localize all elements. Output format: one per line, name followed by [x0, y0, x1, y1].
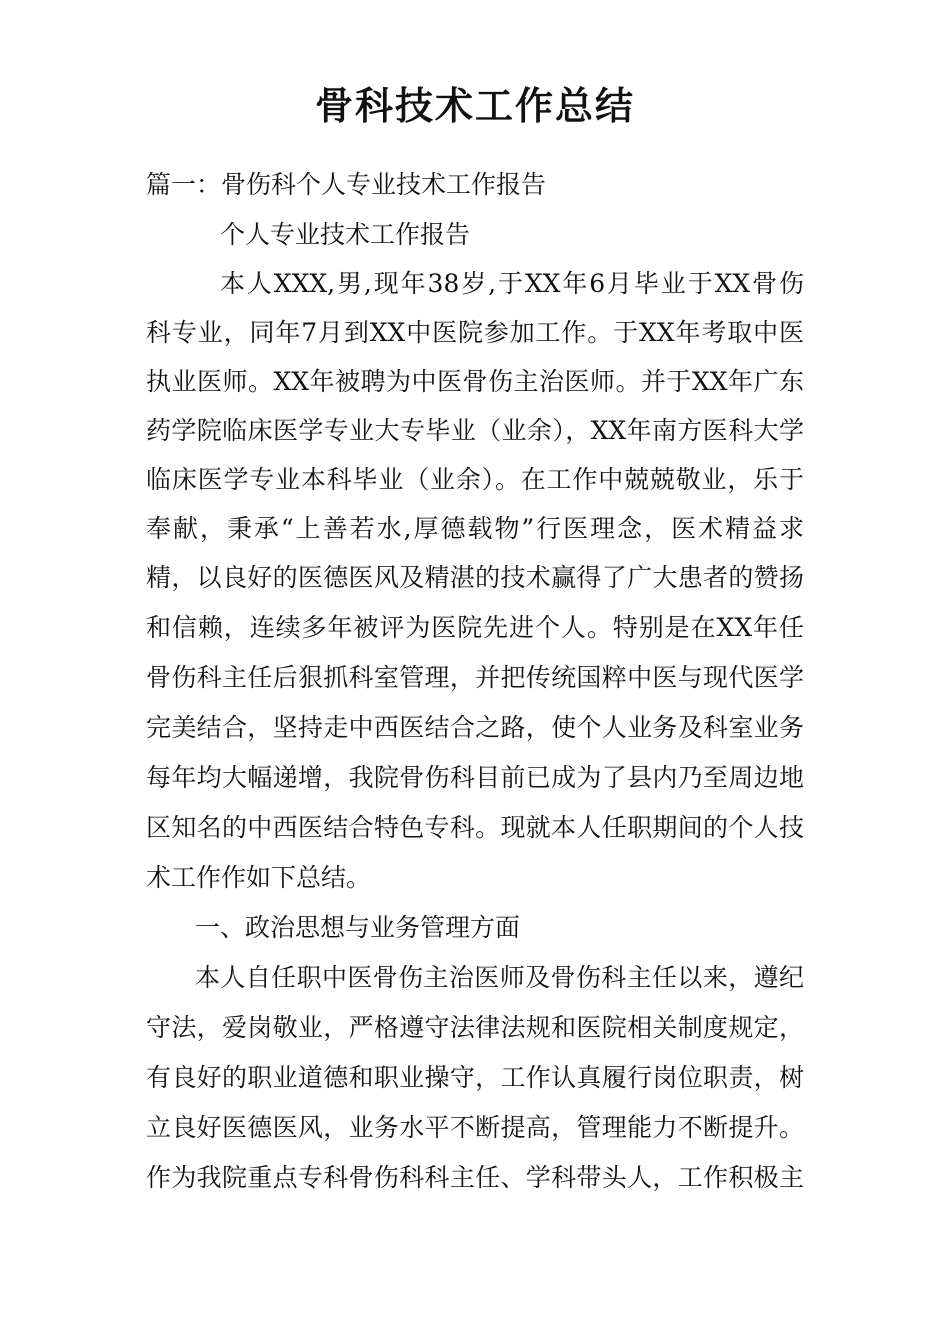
paragraph-line: 药学院临床医学专业大专毕业（业余），XX年南方医科大学	[146, 416, 804, 445]
paragraph-line: 执业医师。XX年被聘为中医骨伤主治医师。并于XX年广东	[146, 367, 804, 396]
paragraph-line: 立良好医德医风，业务水平不断提高，管理能力不断提升。	[146, 1113, 804, 1142]
paragraph-line: 本人自任职中医骨伤主治医师及骨伤科主任以来，遵纪	[195, 963, 804, 992]
paragraph-line: 守法，爱岗敬业，严格遵守法律法规和医院相关制度规定，	[146, 1013, 804, 1042]
paragraph-line: 骨伤科主任后狠抓科室管理，并把传统国粹中医与现代医学	[146, 663, 804, 692]
paragraph-line: 和信赖，连续多年被评为医院先进个人。特别是在XX年任	[146, 613, 804, 642]
section-heading: 一、政治思想与业务管理方面	[195, 913, 521, 942]
report-subtitle: 个人专业技术工作报告	[220, 220, 471, 249]
paragraph-line: 有良好的职业道德和职业操守，工作认真履行岗位职责，树	[146, 1063, 804, 1092]
document-title: 骨科技术工作总结	[314, 83, 635, 128]
paragraph-line: 精，以良好的医德医风及精湛的技术赢得了广大患者的赞扬	[146, 563, 804, 592]
paragraph-line: 区知名的中西医结合特色专科。现就本人任职期间的个人技	[146, 813, 804, 842]
paragraph-line: 奉献，秉承“上善若水,厚德载物”行医理念，医术精益求	[146, 514, 804, 543]
paragraph-line: 完美结合，坚持走中西医结合之路，使个人业务及科室业务	[146, 713, 804, 742]
paragraph-line: 作为我院重点专科骨伤科科主任、学科带头人，工作积极主	[146, 1163, 804, 1192]
paragraph-line: 术工作作如下总结。	[146, 863, 372, 892]
paragraph-line: 科专业，同年7月到XX中医院参加工作。于XX年考取中医	[146, 318, 804, 347]
paragraph-line: 每年均大幅递增，我院骨伤科目前已成为了县内乃至周边地	[146, 763, 804, 792]
paragraph-line: 临床医学专业本科毕业（业余）。在工作中兢兢敬业，乐于	[146, 465, 804, 494]
paragraph-line: 本人XXX,男,现年38岁,于XX年6月毕业于XX骨伤	[220, 269, 804, 298]
section-heading: 篇一：骨伤科个人专业技术工作报告	[146, 170, 547, 199]
